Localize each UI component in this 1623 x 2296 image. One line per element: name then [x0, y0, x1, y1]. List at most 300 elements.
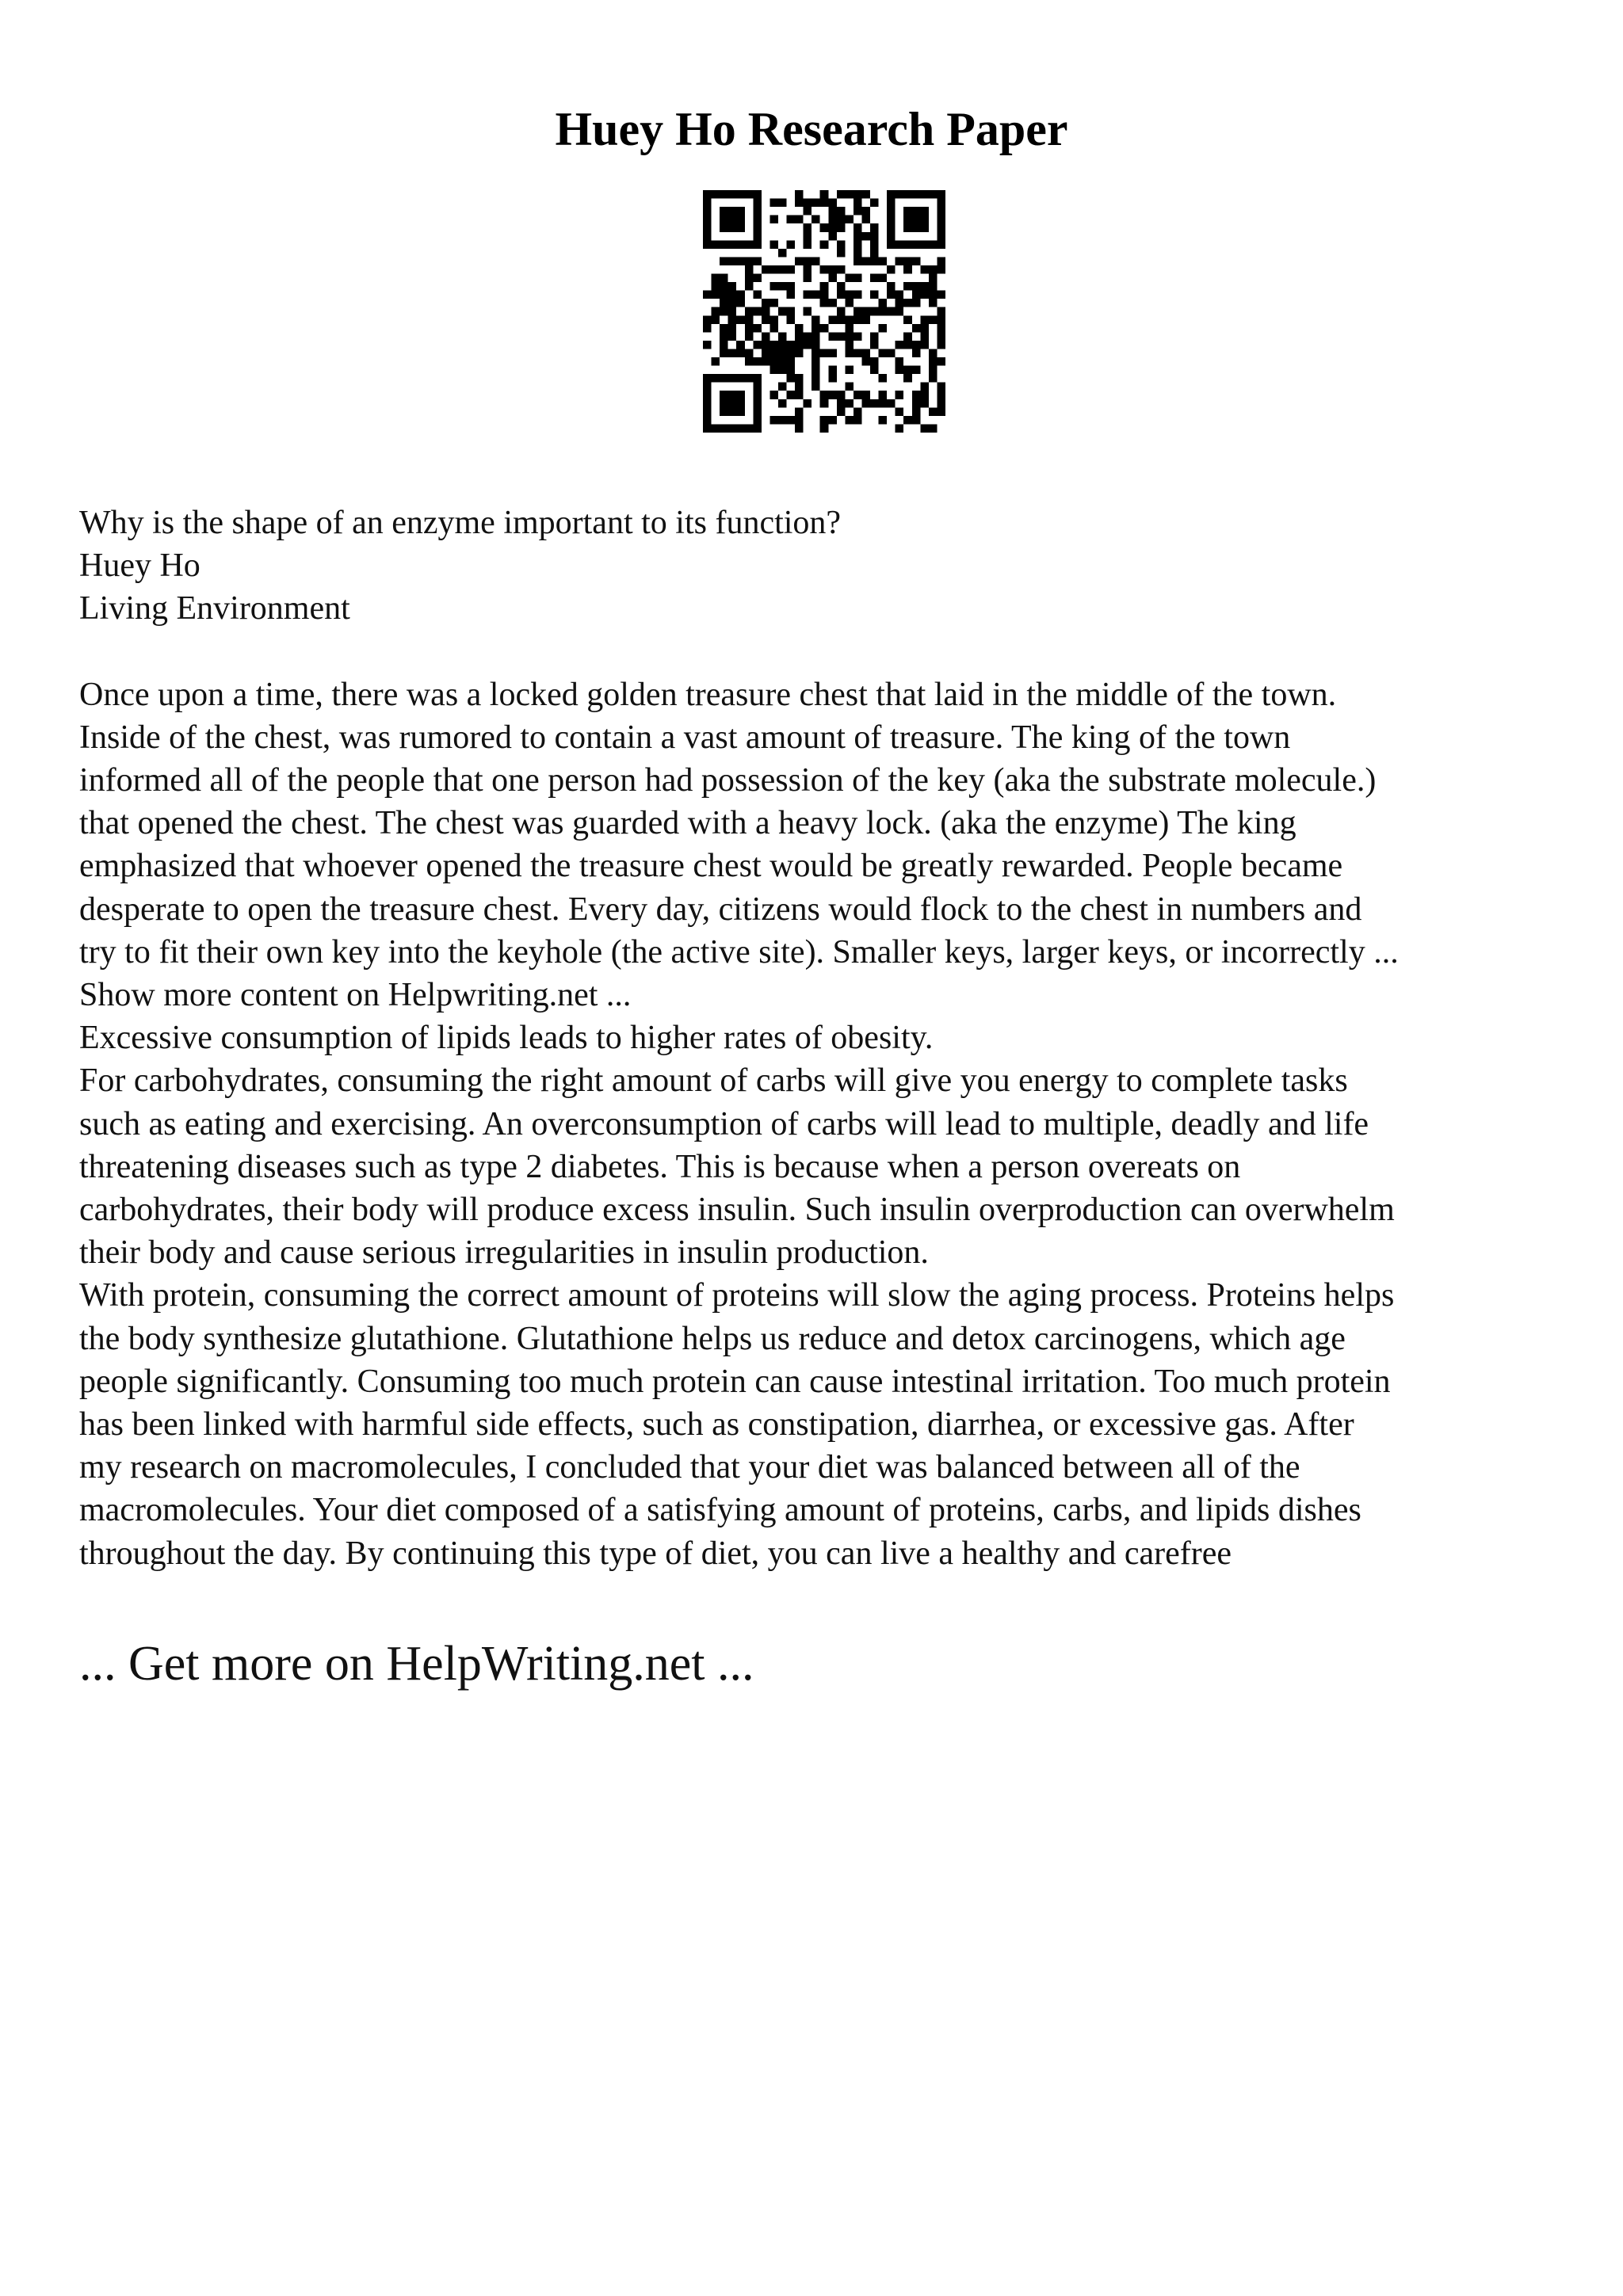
qr-module	[812, 324, 820, 333]
qr-module	[703, 232, 712, 241]
qr-module	[745, 324, 754, 333]
qr-module	[703, 291, 712, 299]
qr-module	[753, 416, 762, 425]
qr-module	[812, 374, 820, 383]
body-line: that opened the chest. The chest was guarded with a heavy lock. (aka the enzyme) The king	[79, 805, 1296, 842]
qr-module	[712, 315, 720, 324]
qr-module	[745, 190, 754, 199]
qr-module	[845, 341, 854, 349]
qr-module	[812, 199, 820, 208]
qr-module	[845, 349, 854, 357]
qr-module	[870, 332, 879, 341]
qr-module	[753, 399, 762, 408]
qr-module	[929, 265, 938, 274]
qr-module	[795, 324, 804, 333]
qr-module	[903, 315, 912, 324]
qr-module	[828, 299, 837, 307]
qr-module	[837, 240, 846, 249]
qr-module	[753, 215, 762, 224]
qr-module	[720, 215, 728, 224]
body-line: emphasized that whoever opened the treasure chest would be greatly rewarded. People became	[79, 848, 1343, 885]
qr-module	[837, 332, 846, 341]
qr-module	[912, 291, 921, 299]
qr-module	[854, 349, 862, 357]
qr-module	[903, 190, 912, 199]
qr-module	[896, 407, 904, 416]
qr-module	[736, 223, 745, 232]
qr-module	[787, 416, 796, 425]
qr-module	[795, 383, 804, 391]
qr-module	[861, 315, 870, 324]
qr-module	[753, 341, 762, 349]
qr-module	[769, 357, 778, 366]
qr-module	[929, 291, 938, 299]
qr-module	[887, 291, 896, 299]
qr-module	[828, 274, 837, 283]
qr-module	[745, 307, 754, 316]
qr-module	[728, 315, 737, 324]
qr-module	[762, 357, 770, 366]
qr-module	[879, 307, 888, 316]
qr-module	[870, 232, 879, 241]
qr-module	[870, 240, 879, 249]
qr-module	[879, 374, 888, 383]
qr-module	[887, 399, 896, 408]
qr-module	[870, 366, 879, 375]
qr-module	[828, 391, 837, 399]
qr-module	[912, 324, 921, 333]
qr-module	[703, 223, 712, 232]
qr-module	[787, 391, 796, 399]
body-line: the body synthesize glutathione. Glutathione helps us reduce and detox carcinogens, which age	[79, 1320, 1346, 1357]
qr-module	[896, 341, 904, 349]
qr-module	[728, 257, 737, 265]
qr-module	[736, 315, 745, 324]
qr-code	[703, 190, 945, 433]
qr-module	[912, 282, 921, 291]
qr-module	[753, 307, 762, 316]
qr-module	[804, 265, 812, 274]
qr-module	[703, 315, 712, 324]
qr-module	[745, 357, 754, 366]
qr-module	[812, 341, 820, 349]
qr-module	[762, 307, 770, 316]
qr-module	[820, 291, 829, 299]
qr-module	[787, 282, 796, 291]
qr-module	[845, 291, 854, 299]
qr-module	[896, 357, 904, 366]
qr-module	[787, 307, 796, 316]
qr-module	[854, 207, 862, 215]
qr-module	[804, 232, 812, 241]
qr-module	[912, 366, 921, 375]
qr-module	[937, 307, 945, 316]
qr-module	[887, 282, 896, 291]
qr-module	[728, 332, 737, 341]
qr-module	[912, 207, 921, 215]
qr-module	[879, 399, 888, 408]
qr-module	[912, 391, 921, 399]
qr-module	[703, 240, 712, 249]
qr-module	[861, 357, 870, 366]
qr-module	[804, 274, 812, 283]
qr-module	[720, 257, 728, 265]
qr-module	[703, 391, 712, 399]
qr-module	[712, 307, 720, 316]
qr-module	[937, 223, 945, 232]
qr-module	[837, 399, 846, 408]
qr-module	[870, 357, 879, 366]
qr-module	[937, 407, 945, 416]
qr-module	[804, 291, 812, 299]
qr-module	[787, 315, 796, 324]
qr-module	[703, 383, 712, 391]
show-more-link[interactable]: Show more content on Helpwriting.net ...	[79, 977, 632, 1014]
qr-module	[787, 291, 796, 299]
qr-module	[912, 190, 921, 199]
qr-module	[896, 366, 904, 375]
qr-module	[753, 357, 762, 366]
body-line: their body and cause serious irregularities in insulin production.	[79, 1234, 929, 1272]
qr-module	[920, 399, 929, 408]
qr-module	[778, 199, 787, 208]
qr-module	[854, 274, 862, 283]
document-body	[79, 502, 1569, 1575]
qr-module	[812, 383, 820, 391]
qr-module	[870, 307, 879, 316]
qr-module	[812, 332, 820, 341]
qr-module	[929, 407, 938, 416]
qr-module	[778, 332, 787, 341]
qr-module	[837, 265, 846, 274]
qr-module	[753, 424, 762, 433]
qr-module	[820, 349, 829, 357]
body-line: my research on macromolecules, I concluded that your diet was balanced between all of the	[79, 1449, 1300, 1486]
qr-module	[720, 324, 728, 333]
qr-module	[929, 366, 938, 375]
qr-module	[728, 299, 737, 307]
body-line: such as eating and exercising. An overconsumption of carbs will lead to multiple, deadly and life	[79, 1105, 1369, 1142]
qr-module	[828, 374, 837, 383]
body-line: Once upon a time, there was a locked golden treasure chest that laid in the middle of the town.	[79, 676, 1337, 713]
qr-module	[837, 307, 846, 316]
qr-module	[929, 374, 938, 383]
qr-module	[937, 399, 945, 408]
qr-module	[861, 391, 870, 399]
qr-module	[854, 232, 862, 241]
qr-module	[720, 349, 728, 357]
qr-module	[929, 424, 938, 433]
qr-module	[736, 374, 745, 383]
qr-module	[845, 383, 854, 391]
qr-module	[937, 391, 945, 399]
qr-module	[820, 399, 829, 408]
qr-module	[753, 383, 762, 391]
qr-module	[769, 416, 778, 425]
qr-module	[854, 291, 862, 299]
qr-module	[820, 240, 829, 249]
qr-module	[896, 257, 904, 265]
qr-module	[861, 257, 870, 265]
qr-module	[937, 199, 945, 208]
qr-module	[762, 265, 770, 274]
qr-module	[745, 274, 754, 283]
qr-module	[712, 190, 720, 199]
qr-module	[778, 282, 787, 291]
qr-module	[912, 223, 921, 232]
qr-module	[769, 341, 778, 349]
qr-module	[887, 265, 896, 274]
qr-module	[837, 207, 846, 215]
qr-module	[820, 199, 829, 208]
qr-module	[720, 223, 728, 232]
qr-module	[720, 207, 728, 215]
qr-module	[845, 324, 854, 333]
qr-module	[804, 307, 812, 316]
qr-module	[728, 291, 737, 299]
qr-module	[837, 407, 846, 416]
qr-module	[812, 291, 820, 299]
get-more-link[interactable]: ... Get more on HelpWriting.net ...	[79, 1637, 754, 1691]
qr-module	[937, 215, 945, 224]
paragraph-gap	[79, 631, 1569, 673]
qr-module	[854, 416, 862, 425]
qr-module	[887, 223, 896, 232]
qr-module	[720, 424, 728, 433]
qr-module	[820, 299, 829, 307]
qr-module	[720, 374, 728, 383]
qr-module	[870, 341, 879, 349]
course-name: Living Environment	[79, 590, 350, 627]
body-line: desperate to open the treasure chest. Every day, citizens would flock to the chest in numbers and	[79, 891, 1362, 928]
body-line: For carbohydrates, consuming the right amount of carbs will give you energy to complete tasks	[79, 1062, 1348, 1100]
qr-module	[937, 332, 945, 341]
qr-module	[887, 307, 896, 316]
qr-module	[920, 265, 929, 274]
qr-module	[736, 207, 745, 215]
qr-module	[703, 190, 712, 199]
qr-module	[703, 199, 712, 208]
qr-module	[837, 391, 846, 399]
qr-module	[769, 299, 778, 307]
qr-module	[870, 399, 879, 408]
qr-module	[769, 199, 778, 208]
qr-module	[728, 307, 737, 316]
qr-module	[903, 299, 912, 307]
qr-module	[736, 391, 745, 399]
qr-module	[861, 307, 870, 316]
qr-module	[879, 274, 888, 283]
body-line: threatening diseases such as type 2 diabetes. This is because when a person overeats on	[79, 1148, 1241, 1185]
qr-module	[795, 199, 804, 208]
qr-module	[753, 274, 762, 283]
qr-module	[845, 416, 854, 425]
qr-module	[845, 332, 854, 341]
qr-module	[929, 190, 938, 199]
qr-module	[870, 274, 879, 283]
qr-module	[769, 282, 778, 291]
qr-module	[937, 341, 945, 349]
qr-module	[762, 332, 770, 341]
qr-module	[903, 341, 912, 349]
qr-module	[820, 190, 829, 199]
qr-module	[753, 407, 762, 416]
qr-module	[720, 274, 728, 283]
qr-module	[703, 399, 712, 408]
qr-module	[887, 232, 896, 241]
qr-module	[861, 207, 870, 215]
qr-module	[929, 299, 938, 307]
body-line: try to fit their own key into the keyhole (the active site). Smaller keys, larger keys, or incorrectly ...	[79, 933, 1399, 971]
qr-module	[778, 357, 787, 366]
body-line: Excessive consumption of lipids leads to higher rates of obesity.	[79, 1020, 934, 1057]
qr-module	[753, 291, 762, 299]
qr-module	[720, 399, 728, 408]
qr-module	[896, 190, 904, 199]
qr-module	[778, 416, 787, 425]
qr-module	[812, 215, 820, 224]
qr-module	[736, 424, 745, 433]
qr-module	[828, 215, 837, 224]
qr-module	[703, 416, 712, 425]
qr-module	[929, 315, 938, 324]
qr-module	[703, 374, 712, 383]
qr-module	[912, 240, 921, 249]
qr-module	[837, 190, 846, 199]
qr-module	[703, 341, 712, 349]
qr-module	[787, 265, 796, 274]
qr-module	[828, 265, 837, 274]
qr-module	[787, 240, 796, 249]
qr-module	[769, 349, 778, 357]
qr-module	[745, 240, 754, 249]
qr-module	[879, 391, 888, 399]
qr-module	[845, 215, 854, 224]
qr-module	[745, 257, 754, 265]
qr-module	[778, 341, 787, 349]
qr-module	[896, 291, 904, 299]
author-name: Huey Ho	[79, 547, 200, 585]
qr-module	[820, 424, 829, 433]
qr-module	[854, 315, 862, 324]
qr-module	[854, 407, 862, 416]
qr-module	[837, 291, 846, 299]
qr-code-graphic	[703, 190, 945, 433]
qr-module	[804, 257, 812, 265]
qr-module	[728, 223, 737, 232]
qr-module	[903, 257, 912, 265]
qr-module	[854, 199, 862, 208]
qr-module	[929, 349, 938, 357]
qr-module	[720, 282, 728, 291]
qr-module	[861, 215, 870, 224]
qr-module	[728, 374, 737, 383]
qr-module	[820, 223, 829, 232]
qr-module	[845, 315, 854, 324]
qr-module	[828, 199, 837, 208]
qr-module	[778, 307, 787, 316]
qr-module	[745, 424, 754, 433]
qr-module	[920, 240, 929, 249]
qr-module	[896, 424, 904, 433]
qr-module	[903, 223, 912, 232]
qr-module	[937, 291, 945, 299]
qr-module	[861, 349, 870, 357]
qr-module	[828, 232, 837, 241]
qr-module	[937, 315, 945, 324]
qr-module	[728, 349, 737, 357]
qr-module	[720, 391, 728, 399]
qr-module	[753, 199, 762, 208]
qr-module	[769, 391, 778, 399]
qr-module	[795, 407, 804, 416]
qr-module	[912, 407, 921, 416]
qr-module	[753, 374, 762, 383]
qr-module	[837, 315, 846, 324]
qr-module	[778, 366, 787, 375]
qr-module	[787, 366, 796, 375]
qr-module	[736, 341, 745, 349]
qr-module	[736, 240, 745, 249]
qr-module	[937, 240, 945, 249]
qr-module	[804, 240, 812, 249]
qr-module	[887, 215, 896, 224]
qr-module	[728, 424, 737, 433]
qr-module	[804, 223, 812, 232]
qr-module	[812, 349, 820, 357]
qr-module	[920, 315, 929, 324]
qr-module	[879, 349, 888, 357]
qr-module	[769, 324, 778, 333]
qr-module	[920, 332, 929, 341]
qr-module	[787, 357, 796, 366]
qr-module	[820, 282, 829, 291]
qr-module	[753, 190, 762, 199]
qr-module	[745, 265, 754, 274]
qr-module	[903, 265, 912, 274]
qr-module	[812, 257, 820, 265]
qr-module	[912, 399, 921, 408]
qr-module	[896, 299, 904, 307]
qr-module	[937, 190, 945, 199]
qr-module	[887, 240, 896, 249]
qr-module	[795, 349, 804, 357]
body-line: macromolecules. Your diet composed of a satisfying amount of proteins, carbs, and lipids dishes	[79, 1492, 1361, 1529]
qr-module	[728, 190, 737, 199]
qr-module	[703, 215, 712, 224]
qr-module	[937, 207, 945, 215]
qr-module	[762, 315, 770, 324]
qr-module	[937, 257, 945, 265]
qr-module	[920, 324, 929, 333]
qr-module	[762, 349, 770, 357]
qr-module	[854, 240, 862, 249]
qr-module	[804, 207, 812, 215]
qr-module	[870, 223, 879, 232]
body-line: has been linked with harmful side effects, such as constipation, diarrhea, or excessive gas. After	[79, 1406, 1354, 1444]
qr-module	[854, 332, 862, 341]
qr-module	[769, 240, 778, 249]
qr-module	[812, 315, 820, 324]
qr-module	[795, 257, 804, 265]
qr-module	[845, 399, 854, 408]
qr-module	[920, 207, 929, 215]
qr-module	[820, 265, 829, 274]
qr-module	[804, 332, 812, 341]
qr-module	[728, 324, 737, 333]
qr-module	[845, 299, 854, 307]
qr-module	[861, 190, 870, 199]
